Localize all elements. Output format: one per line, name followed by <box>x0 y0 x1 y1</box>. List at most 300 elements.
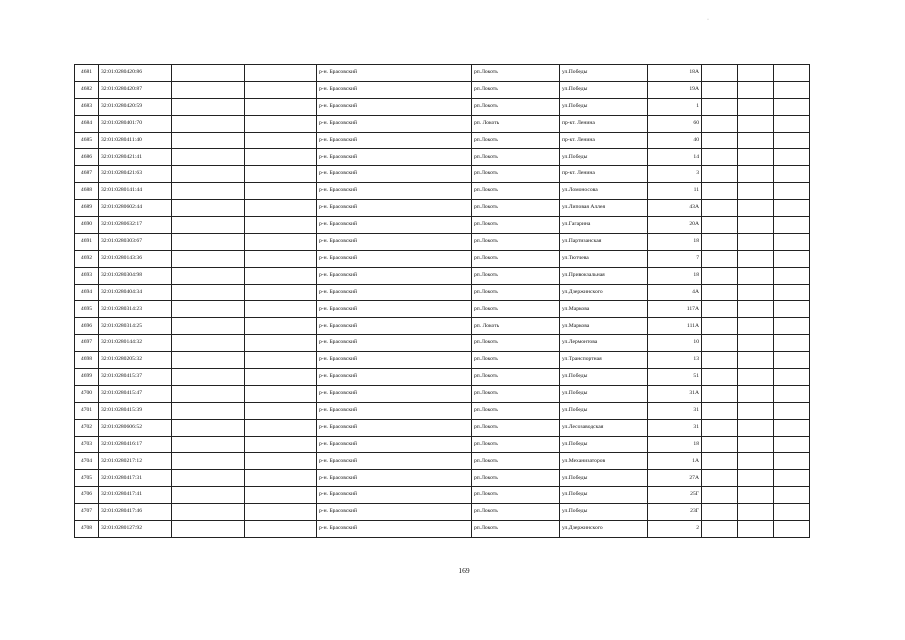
cell-house-number: 60 <box>648 115 702 132</box>
cell-col-3 <box>172 166 245 183</box>
cell-row-number: 4681 <box>75 65 99 82</box>
cell-col-10 <box>738 487 774 504</box>
table-row <box>75 233 810 250</box>
cell-cadastral-number: 32:01:0280420:86 <box>99 65 172 82</box>
cell-col-9 <box>702 470 738 487</box>
cell-house-number: 7 <box>648 250 702 267</box>
cell-col-3 <box>172 385 245 402</box>
cell-row-number: 4700 <box>75 385 99 402</box>
cell-cadastral-number: 32:01:0280415:37 <box>99 369 172 386</box>
cell-settlement: рп.Локоть <box>472 267 560 284</box>
cell-col-3 <box>172 132 245 149</box>
cell-house-number: 19А <box>648 81 702 98</box>
cell-district: р-н. Брасовский <box>317 166 472 183</box>
cell-col-3 <box>172 183 245 200</box>
table-row <box>75 453 810 470</box>
cell-row-number: 4682 <box>75 81 99 98</box>
page-number: 169 <box>458 566 470 575</box>
cell-district: р-н. Брасовский <box>317 81 472 98</box>
cell-col-10 <box>738 81 774 98</box>
cell-street: ул.Тютчева <box>560 250 648 267</box>
table-row <box>75 352 810 369</box>
cell-street: ул.Дзержинского <box>560 521 648 538</box>
cell-col-9 <box>702 98 738 115</box>
cell-col-10 <box>738 132 774 149</box>
cell-col-9 <box>702 419 738 436</box>
cell-col-3 <box>172 81 245 98</box>
cell-settlement: рп.Локоть <box>472 149 560 166</box>
cell-house-number: 31 <box>648 419 702 436</box>
cell-row-number: 4695 <box>75 301 99 318</box>
cell-settlement: рп.Локоть <box>472 402 560 419</box>
cell-col-11 <box>774 284 810 301</box>
cell-settlement: рп.Локоть <box>472 385 560 402</box>
cell-cadastral-number: 32:01:0280217:12 <box>99 453 172 470</box>
cell-col-9 <box>702 318 738 335</box>
cell-cadastral-number: 32:01:0280420:59 <box>99 98 172 115</box>
cell-cadastral-number: 32:01:0280411:40 <box>99 132 172 149</box>
cell-house-number: 20А <box>648 217 702 234</box>
cell-cadastral-number: 32:01:0280417:46 <box>99 504 172 521</box>
cell-settlement: рп.Локоть <box>472 250 560 267</box>
table-row <box>75 369 810 386</box>
cell-street: ул.Маркова <box>560 301 648 318</box>
cell-district: р-н. Брасовский <box>317 470 472 487</box>
cell-district: р-н. Брасовский <box>317 233 472 250</box>
cell-cadastral-number: 32:01:0280415:47 <box>99 385 172 402</box>
cell-cadastral-number: 32:01:0280632:17 <box>99 217 172 234</box>
cell-col-11 <box>774 402 810 419</box>
cell-col-3 <box>172 352 245 369</box>
table-row <box>75 436 810 453</box>
cell-settlement: рп.Локоть <box>472 233 560 250</box>
cell-col-10 <box>738 470 774 487</box>
cell-col-4 <box>245 504 317 521</box>
cell-house-number: 11 <box>648 183 702 200</box>
cell-col-10 <box>738 115 774 132</box>
cell-cadastral-number: 32:01:0280417:41 <box>99 487 172 504</box>
cell-col-3 <box>172 470 245 487</box>
table-row <box>75 301 810 318</box>
cell-col-11 <box>774 504 810 521</box>
cell-col-4 <box>245 217 317 234</box>
cell-col-11 <box>774 267 810 284</box>
cell-col-3 <box>172 200 245 217</box>
cell-house-number: 18 <box>648 233 702 250</box>
cell-street: ул.Победы <box>560 369 648 386</box>
table-row <box>75 318 810 335</box>
cell-cadastral-number: 32:01:0280144:32 <box>99 335 172 352</box>
cell-district: р-н. Брасовский <box>317 352 472 369</box>
cell-street: ул.Ломоносова <box>560 183 648 200</box>
cell-settlement: рп.Локоть <box>472 453 560 470</box>
cell-settlement: рп.Локоть <box>472 419 560 436</box>
cell-house-number: 27А <box>648 470 702 487</box>
cell-row-number: 4696 <box>75 318 99 335</box>
cell-col-11 <box>774 149 810 166</box>
table-row <box>75 504 810 521</box>
cell-street: ул.Дзержинского <box>560 284 648 301</box>
cell-row-number: 4692 <box>75 250 99 267</box>
cell-row-number: 4686 <box>75 149 99 166</box>
cell-street: ул.Победы <box>560 65 648 82</box>
cell-col-9 <box>702 233 738 250</box>
cell-col-4 <box>245 115 317 132</box>
cell-col-10 <box>738 318 774 335</box>
cell-street: ул.Победы <box>560 385 648 402</box>
cell-house-number: 18 <box>648 436 702 453</box>
cell-col-11 <box>774 217 810 234</box>
cell-street: ул.Привокзальная <box>560 267 648 284</box>
table-row <box>75 149 810 166</box>
cell-row-number: 4685 <box>75 132 99 149</box>
cell-row-number: 4698 <box>75 352 99 369</box>
cell-col-3 <box>172 284 245 301</box>
cell-house-number: 25Г <box>648 487 702 504</box>
cell-street: ул.Победы <box>560 436 648 453</box>
cell-street: ул.Лермонтова <box>560 335 648 352</box>
cell-col-4 <box>245 233 317 250</box>
cell-col-3 <box>172 419 245 436</box>
cell-settlement: рп.Локоть <box>472 487 560 504</box>
cell-col-10 <box>738 200 774 217</box>
cell-settlement: рп.Локоть <box>472 470 560 487</box>
cell-col-11 <box>774 81 810 98</box>
cell-col-3 <box>172 250 245 267</box>
cell-settlement: рп.Локоть <box>472 98 560 115</box>
cell-col-9 <box>702 284 738 301</box>
cell-street: ул.Партизанская <box>560 233 648 250</box>
cell-house-number: 111А <box>648 318 702 335</box>
cell-col-9 <box>702 301 738 318</box>
table-row <box>75 217 810 234</box>
cell-col-9 <box>702 436 738 453</box>
cell-cadastral-number: 32:01:0280420:87 <box>99 81 172 98</box>
cell-col-11 <box>774 318 810 335</box>
cell-row-number: 4703 <box>75 436 99 453</box>
cell-col-11 <box>774 487 810 504</box>
cell-col-9 <box>702 149 738 166</box>
cell-settlement: рп.Локоть <box>472 166 560 183</box>
cell-col-10 <box>738 166 774 183</box>
cell-street: ул.Транспортная <box>560 352 648 369</box>
cell-col-11 <box>774 335 810 352</box>
cell-street: ул.Победы <box>560 470 648 487</box>
cell-col-11 <box>774 301 810 318</box>
cell-settlement: рп.Локоть <box>472 335 560 352</box>
cell-col-4 <box>245 402 317 419</box>
cell-col-9 <box>702 65 738 82</box>
cell-col-11 <box>774 166 810 183</box>
cell-col-10 <box>738 267 774 284</box>
cell-row-number: 4706 <box>75 487 99 504</box>
cell-col-9 <box>702 335 738 352</box>
cell-row-number: 4683 <box>75 98 99 115</box>
table-row <box>75 385 810 402</box>
table-row <box>75 200 810 217</box>
cell-cadastral-number: 32:01:0280143:36 <box>99 250 172 267</box>
cell-col-10 <box>738 250 774 267</box>
cell-col-4 <box>245 200 317 217</box>
cell-district: р-н. Брасовский <box>317 504 472 521</box>
cell-col-3 <box>172 115 245 132</box>
cell-row-number: 4704 <box>75 453 99 470</box>
cell-street: пр-кт. Ленина <box>560 115 648 132</box>
cell-col-3 <box>172 318 245 335</box>
cell-street: ул.Победы <box>560 487 648 504</box>
cell-col-10 <box>738 98 774 115</box>
cell-row-number: 4705 <box>75 470 99 487</box>
cell-district: р-н. Брасовский <box>317 301 472 318</box>
cell-col-3 <box>172 267 245 284</box>
cell-col-10 <box>738 233 774 250</box>
cell-house-number: 18 <box>648 267 702 284</box>
cell-col-3 <box>172 504 245 521</box>
cell-col-9 <box>702 352 738 369</box>
cell-col-4 <box>245 385 317 402</box>
cell-col-4 <box>245 250 317 267</box>
cell-row-number: 4684 <box>75 115 99 132</box>
cell-street: ул.Победы <box>560 81 648 98</box>
cell-col-9 <box>702 250 738 267</box>
cell-house-number: 31 <box>648 402 702 419</box>
cell-settlement: рп.Локоть <box>472 521 560 538</box>
table-row <box>75 470 810 487</box>
cell-cadastral-number: 32:01:0280416:17 <box>99 436 172 453</box>
cell-district: р-н. Брасовский <box>317 385 472 402</box>
cell-district: р-н. Брасовский <box>317 521 472 538</box>
table-row <box>75 267 810 284</box>
cell-col-10 <box>738 149 774 166</box>
table-row <box>75 98 810 115</box>
table-row <box>75 183 810 200</box>
cell-settlement: рп.Локоть <box>472 200 560 217</box>
table-row <box>75 521 810 538</box>
cell-district: р-н. Брасовский <box>317 115 472 132</box>
cell-col-11 <box>774 352 810 369</box>
cell-col-10 <box>738 301 774 318</box>
cell-cadastral-number: 32:01:0280314:25 <box>99 318 172 335</box>
cell-col-10 <box>738 453 774 470</box>
cell-cadastral-number: 32:01:0280404:34 <box>99 284 172 301</box>
cell-col-3 <box>172 149 245 166</box>
cell-house-number: 23Г <box>648 504 702 521</box>
cell-col-4 <box>245 284 317 301</box>
cell-row-number: 4689 <box>75 200 99 217</box>
cell-col-9 <box>702 115 738 132</box>
cell-col-4 <box>245 369 317 386</box>
cell-row-number: 4701 <box>75 402 99 419</box>
cell-col-9 <box>702 369 738 386</box>
cell-settlement: рп. Локоть <box>472 318 560 335</box>
table-row <box>75 81 810 98</box>
cell-col-4 <box>245 149 317 166</box>
table-row <box>75 250 810 267</box>
cell-cadastral-number: 32:01:0280141:44 <box>99 183 172 200</box>
cell-street: ул.Победы <box>560 98 648 115</box>
cell-row-number: 4687 <box>75 166 99 183</box>
cell-street: пр-кт. Ленина <box>560 166 648 183</box>
cell-street: ул.Победы <box>560 149 648 166</box>
cell-settlement: рп.Локоть <box>472 217 560 234</box>
cell-col-11 <box>774 132 810 149</box>
cell-col-11 <box>774 470 810 487</box>
cell-district: р-н. Брасовский <box>317 98 472 115</box>
cell-house-number: 117А <box>648 301 702 318</box>
cell-col-10 <box>738 335 774 352</box>
cell-settlement: рп.Локоть <box>472 352 560 369</box>
cell-house-number: 1 <box>648 98 702 115</box>
cell-col-3 <box>172 233 245 250</box>
cell-street: ул.Гагарина <box>560 217 648 234</box>
cell-col-10 <box>738 183 774 200</box>
cell-col-9 <box>702 166 738 183</box>
cell-house-number: 43А <box>648 200 702 217</box>
cell-col-3 <box>172 98 245 115</box>
cell-district: р-н. Брасовский <box>317 318 472 335</box>
table-row <box>75 284 810 301</box>
cell-settlement: рп.Локоть <box>472 504 560 521</box>
cell-col-4 <box>245 166 317 183</box>
cell-col-4 <box>245 65 317 82</box>
cell-house-number: 31А <box>648 385 702 402</box>
cell-district: р-н. Брасовский <box>317 132 472 149</box>
cell-street: ул.Лесозаводская <box>560 419 648 436</box>
cell-col-4 <box>245 98 317 115</box>
cell-district: р-н. Брасовский <box>317 436 472 453</box>
cell-col-10 <box>738 65 774 82</box>
cell-col-10 <box>738 284 774 301</box>
cell-col-3 <box>172 487 245 504</box>
cell-col-9 <box>702 504 738 521</box>
cell-col-9 <box>702 183 738 200</box>
cell-street: пр-кт. Ленина <box>560 132 648 149</box>
cell-house-number: 2 <box>648 521 702 538</box>
cell-district: р-н. Брасовский <box>317 267 472 284</box>
cell-col-3 <box>172 335 245 352</box>
cell-settlement: рп.Локоть <box>472 81 560 98</box>
cell-col-9 <box>702 402 738 419</box>
cell-col-10 <box>738 385 774 402</box>
cell-col-4 <box>245 470 317 487</box>
cell-cadastral-number: 32:01:0280602:44 <box>99 200 172 217</box>
cell-col-9 <box>702 453 738 470</box>
cell-col-9 <box>702 81 738 98</box>
cell-settlement: рп.Локоть <box>472 284 560 301</box>
cell-col-4 <box>245 132 317 149</box>
cell-col-11 <box>774 453 810 470</box>
cell-col-3 <box>172 521 245 538</box>
cell-street: ул.Маркова <box>560 318 648 335</box>
cell-cadastral-number: 32:01:0280415:39 <box>99 402 172 419</box>
cell-col-11 <box>774 521 810 538</box>
cell-row-number: 4702 <box>75 419 99 436</box>
cell-col-9 <box>702 217 738 234</box>
cell-row-number: 4697 <box>75 335 99 352</box>
table-row <box>75 65 810 82</box>
cell-cadastral-number: 32:01:0280303:67 <box>99 233 172 250</box>
cell-col-11 <box>774 65 810 82</box>
cell-street: ул.Победы <box>560 504 648 521</box>
cell-col-9 <box>702 200 738 217</box>
cell-row-number: 4693 <box>75 267 99 284</box>
cell-settlement: рп.Локоть <box>472 369 560 386</box>
cell-col-11 <box>774 115 810 132</box>
cell-district: р-н. Брасовский <box>317 402 472 419</box>
cell-col-4 <box>245 436 317 453</box>
cell-settlement: рп.Локоть <box>472 65 560 82</box>
cell-district: р-н. Брасовский <box>317 453 472 470</box>
cell-district: р-н. Брасовский <box>317 65 472 82</box>
cell-district: р-н. Брасовский <box>317 419 472 436</box>
table-row <box>75 166 810 183</box>
cell-cadastral-number: 32:01:0280314:23 <box>99 301 172 318</box>
cell-street: ул.Победы <box>560 402 648 419</box>
cell-col-10 <box>738 521 774 538</box>
registry-table <box>74 64 810 538</box>
cell-house-number: 51 <box>648 369 702 386</box>
cell-street: ул.Механизаторов <box>560 453 648 470</box>
cell-col-4 <box>245 453 317 470</box>
cell-street: ул.Липовая Аллея <box>560 200 648 217</box>
cell-col-4 <box>245 352 317 369</box>
cell-col-11 <box>774 233 810 250</box>
cell-row-number: 4699 <box>75 369 99 386</box>
cell-col-10 <box>738 352 774 369</box>
cell-col-11 <box>774 385 810 402</box>
cell-settlement: рп.Локоть <box>472 301 560 318</box>
cell-col-10 <box>738 217 774 234</box>
table-row <box>75 132 810 149</box>
registry-table-body <box>75 65 810 538</box>
cell-settlement: рп.Локоть <box>472 436 560 453</box>
cell-house-number: 10 <box>648 335 702 352</box>
table-row <box>75 419 810 436</box>
cell-col-3 <box>172 453 245 470</box>
cell-cadastral-number: 32:01:0280417:31 <box>99 470 172 487</box>
cell-cadastral-number: 32:01:0280401:70 <box>99 115 172 132</box>
cell-col-11 <box>774 436 810 453</box>
cell-col-9 <box>702 487 738 504</box>
cell-house-number: 4А <box>648 284 702 301</box>
cell-district: р-н. Брасовский <box>317 250 472 267</box>
scan-mark: · <box>707 17 709 23</box>
cell-col-3 <box>172 369 245 386</box>
cell-col-11 <box>774 369 810 386</box>
cell-col-4 <box>245 267 317 284</box>
cell-col-4 <box>245 335 317 352</box>
cell-col-11 <box>774 419 810 436</box>
cell-col-4 <box>245 521 317 538</box>
cell-col-3 <box>172 65 245 82</box>
cell-col-9 <box>702 132 738 149</box>
cell-row-number: 4707 <box>75 504 99 521</box>
cell-col-4 <box>245 318 317 335</box>
cell-row-number: 4694 <box>75 284 99 301</box>
cell-cadastral-number: 32:01:0280421:41 <box>99 149 172 166</box>
table-row <box>75 335 810 352</box>
cell-col-3 <box>172 217 245 234</box>
cell-house-number: 13 <box>648 352 702 369</box>
cell-col-4 <box>245 301 317 318</box>
cell-cadastral-number: 32:01:0280421:63 <box>99 166 172 183</box>
cell-cadastral-number: 32:01:0280304:98 <box>99 267 172 284</box>
cell-house-number: 1А <box>648 453 702 470</box>
cell-col-3 <box>172 402 245 419</box>
cell-district: р-н. Брасовский <box>317 284 472 301</box>
cell-col-3 <box>172 301 245 318</box>
cell-district: р-н. Брасовский <box>317 487 472 504</box>
